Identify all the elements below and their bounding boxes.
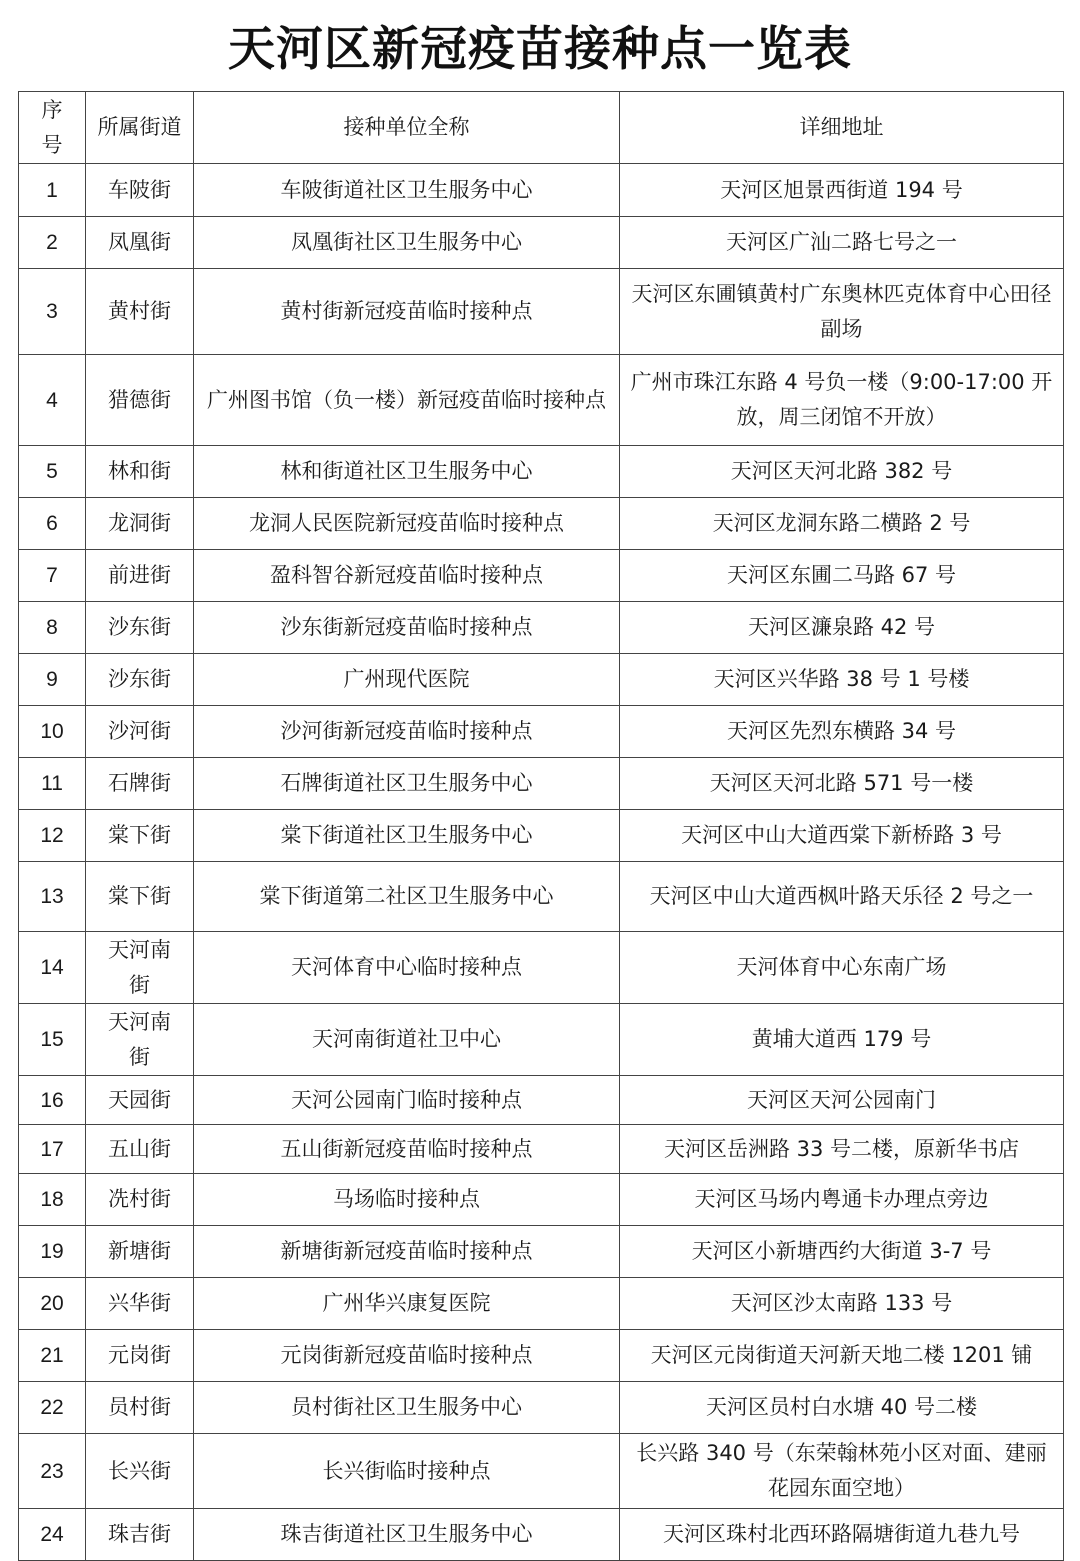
- cell-index: 2: [19, 217, 86, 269]
- cell-index: 5: [19, 446, 86, 498]
- cell-index: 17: [19, 1125, 86, 1174]
- cell-index: 4: [19, 355, 86, 446]
- cell-address: 天河区濂泉路 42 号: [620, 602, 1064, 654]
- cell-index: 18: [19, 1174, 86, 1226]
- cell-street: 新塘街: [86, 1226, 194, 1278]
- cell-unit: 新塘街新冠疫苗临时接种点: [194, 1226, 620, 1278]
- cell-address: 天河区员村白水塘 40 号二楼: [620, 1382, 1064, 1434]
- cell-index: 24: [19, 1509, 86, 1561]
- cell-address: 天河区马场内粤通卡办理点旁边: [620, 1174, 1064, 1226]
- cell-unit: 长兴街临时接种点: [194, 1434, 620, 1509]
- cell-street: 长兴街: [86, 1434, 194, 1509]
- table-row: [19, 654, 1064, 706]
- table-header-row: [19, 92, 1064, 164]
- cell-unit: 珠吉街道社区卫生服务中心: [194, 1509, 620, 1561]
- table-row: [19, 164, 1064, 217]
- cell-unit: 广州华兴康复医院: [194, 1278, 620, 1330]
- cell-street: 冼村街: [86, 1174, 194, 1226]
- table-row: [19, 1382, 1064, 1434]
- cell-index: 10: [19, 706, 86, 758]
- cell-address: 天河区东圃二马路 67 号: [620, 550, 1064, 602]
- cell-address: 天河区小新塘西约大街道 3-7 号: [620, 1226, 1064, 1278]
- cell-address: 天河区天河北路 571 号一楼: [620, 758, 1064, 810]
- table-row: [19, 498, 1064, 550]
- table-row: [19, 1076, 1064, 1125]
- table-row: [19, 269, 1064, 355]
- cell-index: 12: [19, 810, 86, 862]
- cell-unit: 棠下街道社区卫生服务中心: [194, 810, 620, 862]
- cell-address: 天河区东圃镇黄村广东奥林匹克体育中心田径副场: [620, 269, 1064, 355]
- cell-index: 13: [19, 862, 86, 932]
- cell-address: 天河区中山大道西棠下新桥路 3 号: [620, 810, 1064, 862]
- table-row: [19, 355, 1064, 446]
- cell-address: 天河区中山大道西枫叶路天乐径 2 号之一: [620, 862, 1064, 932]
- cell-street: 沙东街: [86, 602, 194, 654]
- cell-index: 9: [19, 654, 86, 706]
- table-row: [19, 1278, 1064, 1330]
- cell-address: 天河区天河公园南门: [620, 1076, 1064, 1125]
- cell-index: 6: [19, 498, 86, 550]
- cell-address: 天河区岳洲路 33 号二楼，原新华书店: [620, 1125, 1064, 1174]
- cell-index: 19: [19, 1226, 86, 1278]
- cell-address: 天河区先烈东横路 34 号: [620, 706, 1064, 758]
- cell-index: 1: [19, 164, 86, 217]
- cell-street: 猎德街: [86, 355, 194, 446]
- cell-street: 林和街: [86, 446, 194, 498]
- cell-unit: 沙东街新冠疫苗临时接种点: [194, 602, 620, 654]
- header-address: 详细地址: [620, 92, 1064, 164]
- cell-address: 天河区兴华路 38 号 1 号楼: [620, 654, 1064, 706]
- cell-address: 天河区广汕二路七号之一: [620, 217, 1064, 269]
- page-title: 天河区新冠疫苗接种点一览表: [228, 22, 852, 77]
- cell-address: 天河区旭景西街道 194 号: [620, 164, 1064, 217]
- table-row: [19, 217, 1064, 269]
- cell-street: 沙河街: [86, 706, 194, 758]
- cell-street: 五山街: [86, 1125, 194, 1174]
- cell-index: 11: [19, 758, 86, 810]
- cell-street: 车陂街: [86, 164, 194, 217]
- table-row: [19, 862, 1064, 932]
- cell-unit: 棠下街道第二社区卫生服务中心: [194, 862, 620, 932]
- table-row: [19, 1004, 1064, 1076]
- cell-index: 15: [19, 1004, 86, 1076]
- table-row: [19, 706, 1064, 758]
- table-row: [19, 602, 1064, 654]
- cell-street: 前进街: [86, 550, 194, 602]
- cell-unit: 石牌街道社区卫生服务中心: [194, 758, 620, 810]
- cell-index: 16: [19, 1076, 86, 1125]
- cell-unit: 马场临时接种点: [194, 1174, 620, 1226]
- cell-address: 广州市珠江东路 4 号负一楼（9:00-17:00 开放，周三闭馆不开放）: [620, 355, 1064, 446]
- cell-index: 23: [19, 1434, 86, 1509]
- table-row: [19, 1330, 1064, 1382]
- cell-street: 石牌街: [86, 758, 194, 810]
- cell-index: 7: [19, 550, 86, 602]
- cell-unit: 车陂街道社区卫生服务中心: [194, 164, 620, 217]
- cell-street: 天园街: [86, 1076, 194, 1125]
- table-row: [19, 758, 1064, 810]
- cell-index: 22: [19, 1382, 86, 1434]
- cell-unit: 凤凰街社区卫生服务中心: [194, 217, 620, 269]
- cell-unit: 林和街道社区卫生服务中心: [194, 446, 620, 498]
- cell-unit: 五山街新冠疫苗临时接种点: [194, 1125, 620, 1174]
- table-row: [19, 932, 1064, 1004]
- table-row: [19, 1509, 1064, 1561]
- cell-index: 3: [19, 269, 86, 355]
- cell-unit: 天河体育中心临时接种点: [194, 932, 620, 1004]
- cell-street: 凤凰街: [86, 217, 194, 269]
- cell-unit: 龙洞人民医院新冠疫苗临时接种点: [194, 498, 620, 550]
- header-unit: 接种单位全称: [194, 92, 620, 164]
- cell-street: 沙东街: [86, 654, 194, 706]
- cell-street: 棠下街: [86, 862, 194, 932]
- cell-unit: 员村街社区卫生服务中心: [194, 1382, 620, 1434]
- cell-street: 天河南街: [86, 1004, 194, 1076]
- cell-unit: 盈科智谷新冠疫苗临时接种点: [194, 550, 620, 602]
- cell-address: 天河区珠村北西环路隔塘街道九巷九号: [620, 1509, 1064, 1561]
- cell-unit: 广州现代医院: [194, 654, 620, 706]
- cell-address: 长兴路 340 号（东荣翰林苑小区对面、建丽花园东面空地）: [620, 1434, 1064, 1509]
- cell-address: 天河区元岗街道天河新天地二楼 1201 铺: [620, 1330, 1064, 1382]
- cell-index: 14: [19, 932, 86, 1004]
- table-row: [19, 810, 1064, 862]
- table-row: [19, 446, 1064, 498]
- cell-address: 天河区沙太南路 133 号: [620, 1278, 1064, 1330]
- cell-index: 8: [19, 602, 86, 654]
- header-index: 序号: [19, 92, 86, 164]
- vaccination-sites-table: [18, 91, 1064, 1561]
- cell-address: 天河区龙洞东路二横路 2 号: [620, 498, 1064, 550]
- cell-unit: 天河南街道社卫中心: [194, 1004, 620, 1076]
- cell-index: 20: [19, 1278, 86, 1330]
- cell-unit: 黄村街新冠疫苗临时接种点: [194, 269, 620, 355]
- table-row: [19, 1226, 1064, 1278]
- cell-street: 棠下街: [86, 810, 194, 862]
- cell-index: 21: [19, 1330, 86, 1382]
- cell-unit: 沙河街新冠疫苗临时接种点: [194, 706, 620, 758]
- cell-address: 天河区天河北路 382 号: [620, 446, 1064, 498]
- cell-street: 员村街: [86, 1382, 194, 1434]
- cell-street: 兴华街: [86, 1278, 194, 1330]
- cell-unit: 元岗街新冠疫苗临时接种点: [194, 1330, 620, 1382]
- cell-street: 天河南街: [86, 932, 194, 1004]
- cell-street: 元岗街: [86, 1330, 194, 1382]
- cell-street: 黄村街: [86, 269, 194, 355]
- table-row: [19, 1174, 1064, 1226]
- table-row: [19, 1434, 1064, 1509]
- cell-address: 黄埔大道西 179 号: [620, 1004, 1064, 1076]
- cell-street: 龙洞街: [86, 498, 194, 550]
- cell-unit: 广州图书馆（负一楼）新冠疫苗临时接种点: [194, 355, 620, 446]
- table-row: [19, 550, 1064, 602]
- table-row: [19, 1125, 1064, 1174]
- cell-street: 珠吉街: [86, 1509, 194, 1561]
- cell-unit: 天河公园南门临时接种点: [194, 1076, 620, 1125]
- cell-address: 天河体育中心东南广场: [620, 932, 1064, 1004]
- header-street: 所属街道: [86, 92, 194, 164]
